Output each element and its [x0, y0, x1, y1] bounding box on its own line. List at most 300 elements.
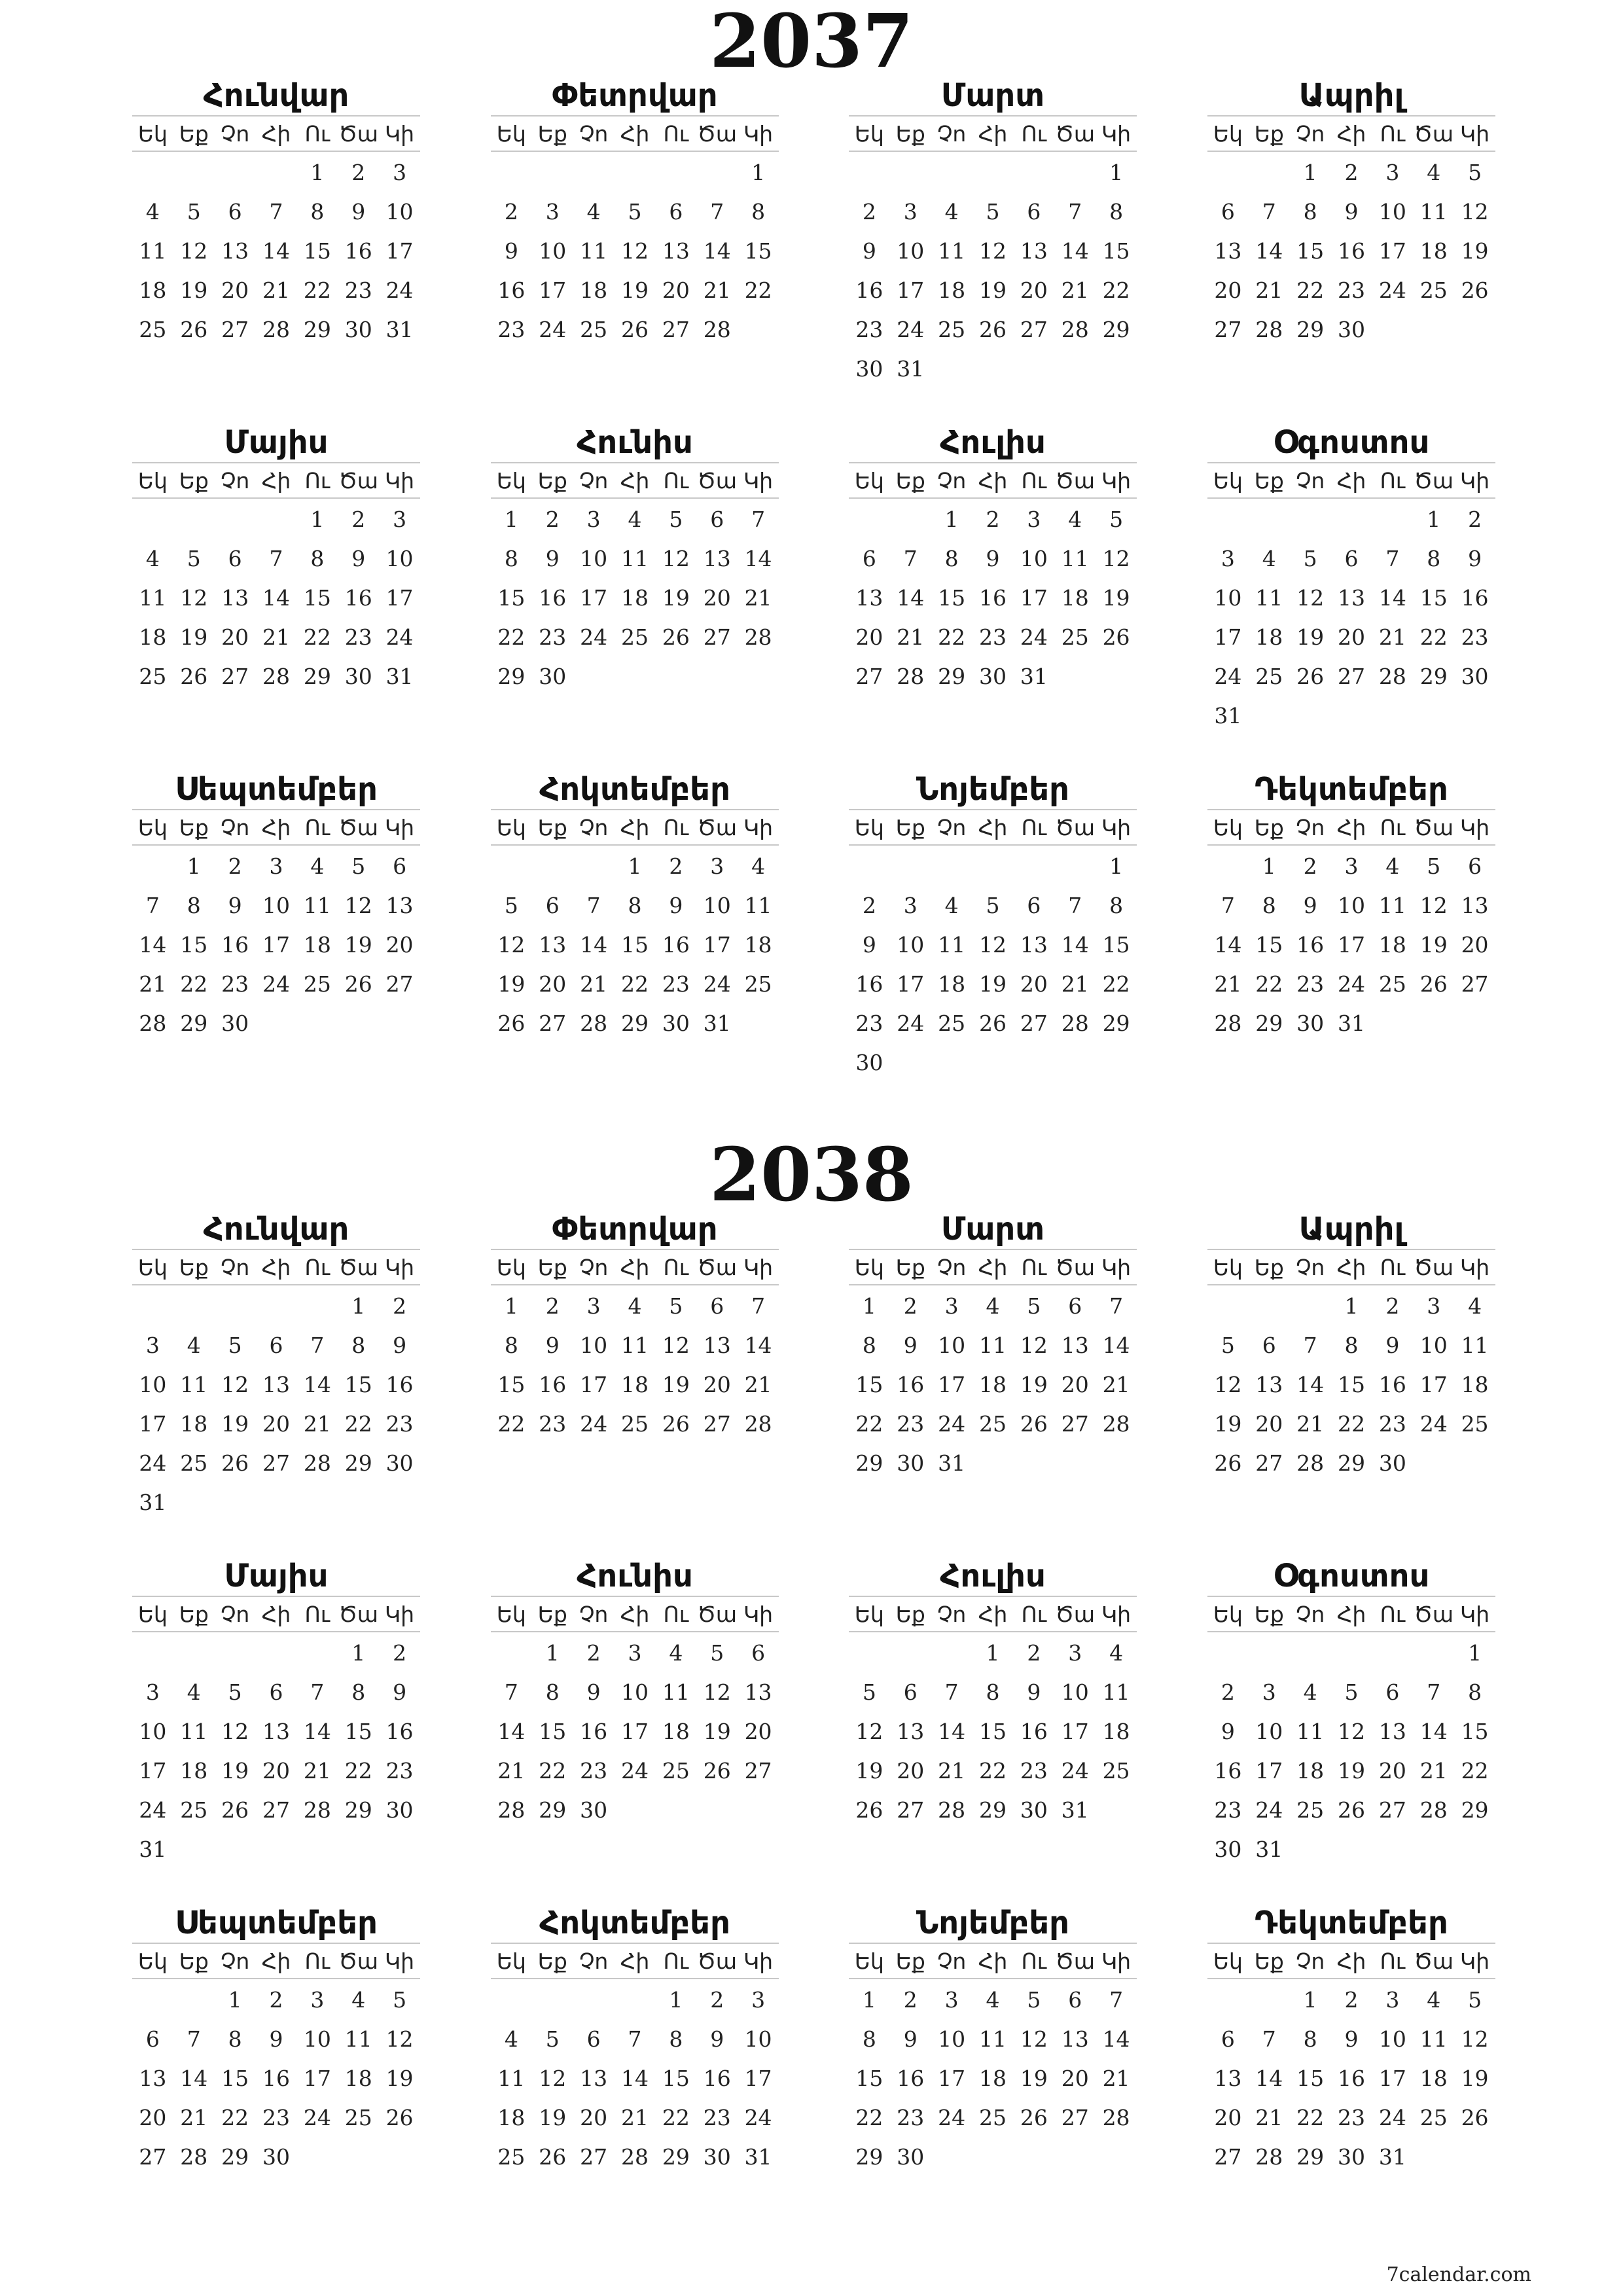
- day-cell: 3: [1262, 1679, 1276, 1705]
- day-cell: 22: [1296, 278, 1325, 303]
- day-cell: 24: [262, 971, 290, 997]
- day-cell: 11: [139, 585, 167, 611]
- day-cell: 25: [344, 2105, 372, 2130]
- weekday-label: Եկ: [496, 1601, 526, 1627]
- day-cell: 29: [344, 1797, 372, 1823]
- empty-cell: [1249, 1287, 1290, 1326]
- empty-cell: [1013, 153, 1054, 192]
- empty-cell: [215, 153, 256, 192]
- day-cell: 9: [710, 2026, 724, 2052]
- day-cell: 19: [1296, 624, 1325, 650]
- day-cell: 10: [539, 238, 567, 264]
- day-cell: 12: [1102, 546, 1130, 571]
- month-block: [132, 1903, 420, 2177]
- day-cell: 30: [897, 1450, 925, 1476]
- day-cell: 8: [986, 1679, 1000, 1705]
- day-cell: 25: [303, 971, 331, 997]
- month-block: [491, 423, 779, 696]
- day-cell: 26: [1214, 1450, 1242, 1476]
- day-cell: 28: [1255, 317, 1283, 342]
- day-cell: 22: [620, 971, 649, 997]
- day-cell: 29: [1102, 1011, 1130, 1036]
- day-cell: 19: [703, 1719, 731, 1744]
- weekday-label: Եք: [1254, 1948, 1284, 1974]
- weekday-label: Ու: [304, 120, 330, 147]
- day-cell: 19: [497, 971, 526, 997]
- day-cell: 18: [1378, 932, 1406, 958]
- weekday-label: Կի: [1460, 120, 1490, 147]
- day-cell: 9: [903, 1333, 918, 1358]
- day-cell: 20: [1020, 278, 1048, 303]
- weekday-header: [1207, 1249, 1495, 1285]
- day-cell: 20: [1378, 1758, 1406, 1784]
- day-cell: 5: [669, 1293, 683, 1319]
- day-cell: 12: [978, 238, 1007, 264]
- empty-cell: [296, 1287, 338, 1326]
- day-cell: 23: [344, 278, 372, 303]
- day-cell: 12: [855, 1719, 883, 1744]
- month-block: [1207, 1556, 1495, 1869]
- weekday-label: Ծա: [697, 1254, 738, 1280]
- weekday-label: Հի: [620, 467, 650, 493]
- day-cell: 4: [1262, 546, 1276, 571]
- day-cell: 11: [978, 1333, 1007, 1358]
- day-cell: 18: [139, 278, 167, 303]
- weekday-label: Հի: [620, 814, 650, 840]
- weekday-label: Եկ: [137, 1601, 168, 1627]
- month-block: [849, 1903, 1137, 2177]
- weekday-label: Ծա: [697, 467, 738, 493]
- day-cell: 24: [744, 2105, 772, 2130]
- day-cell: 19: [221, 1758, 249, 1784]
- day-cell: 2: [393, 1293, 407, 1319]
- day-cell: 4: [1303, 1679, 1317, 1705]
- day-cell: 30: [1296, 1011, 1325, 1036]
- day-cell: 13: [855, 585, 883, 611]
- day-cell: 28: [938, 1797, 966, 1823]
- day-cell: 15: [938, 585, 966, 611]
- day-cell: 17: [938, 2066, 966, 2091]
- day-cell: 28: [1378, 664, 1406, 689]
- empty-cell: [890, 1634, 931, 1673]
- empty-cell: [491, 1981, 532, 2020]
- day-cell: 12: [978, 932, 1007, 958]
- day-cell: 24: [1419, 1411, 1448, 1437]
- day-cell: 11: [139, 238, 167, 264]
- day-cell: 19: [1020, 1372, 1048, 1397]
- day-cell: 16: [221, 932, 249, 958]
- day-cell: 9: [228, 893, 242, 918]
- day-grid: [1207, 1287, 1495, 1483]
- day-cell: 10: [385, 199, 414, 224]
- day-cell: 6: [1221, 199, 1235, 224]
- month-block: [1207, 1903, 1495, 2177]
- weekday-label: Ու: [1380, 1601, 1406, 1627]
- weekday-label: Եկ: [496, 1948, 526, 1974]
- day-cell: 2: [903, 1293, 918, 1319]
- day-cell: 16: [580, 1719, 608, 1744]
- empty-cell: [1207, 153, 1249, 192]
- day-cell: 4: [986, 1293, 1000, 1319]
- day-cell: 2: [545, 1293, 560, 1319]
- weekday-label: Հի: [1336, 1948, 1366, 1974]
- day-cell: 23: [385, 1411, 414, 1437]
- day-cell: 22: [303, 624, 331, 650]
- weekday-label: Ծա: [1055, 1948, 1096, 1974]
- day-cell: 18: [744, 932, 772, 958]
- day-cell: 24: [385, 624, 414, 650]
- weekday-label: Եկ: [137, 467, 168, 493]
- day-cell: 26: [539, 2144, 567, 2170]
- day-cell: 24: [539, 317, 567, 342]
- weekday-label: Եկ: [1213, 120, 1243, 147]
- year-title: 2038: [709, 1132, 914, 1218]
- day-cell: 20: [1461, 932, 1489, 958]
- weekday-label: Ու: [1021, 467, 1047, 493]
- day-cell: 10: [385, 546, 414, 571]
- day-cell: 18: [938, 278, 966, 303]
- day-cell: 13: [1020, 238, 1048, 264]
- day-cell: 7: [944, 1679, 959, 1705]
- day-cell: 21: [938, 1758, 966, 1784]
- day-cell: 20: [1214, 278, 1242, 303]
- day-cell: 30: [262, 2144, 290, 2170]
- day-cell: 28: [1296, 1450, 1325, 1476]
- day-cell: 21: [1061, 971, 1089, 997]
- day-cell: 26: [1461, 2105, 1489, 2130]
- day-grid: [132, 500, 420, 696]
- day-cell: 22: [1102, 971, 1130, 997]
- day-cell: 7: [187, 2026, 201, 2052]
- day-cell: 20: [221, 624, 249, 650]
- day-cell: 12: [620, 238, 649, 264]
- day-cell: 10: [1337, 893, 1365, 918]
- day-cell: 19: [180, 624, 208, 650]
- weekday-label: Եք: [895, 467, 925, 493]
- day-cell: 5: [1221, 1333, 1235, 1358]
- empty-cell: [173, 500, 215, 539]
- day-cell: 21: [620, 2105, 649, 2130]
- day-grid: [491, 1634, 779, 1830]
- empty-cell: [655, 153, 696, 192]
- day-cell: 25: [1419, 278, 1448, 303]
- day-cell: 14: [744, 1333, 772, 1358]
- weekday-label: Եկ: [137, 814, 168, 840]
- day-cell: 16: [897, 1372, 925, 1397]
- day-cell: 25: [139, 317, 167, 342]
- day-cell: 4: [1427, 1987, 1441, 2013]
- weekday-header: [849, 809, 1137, 846]
- day-cell: 19: [978, 278, 1007, 303]
- day-cell: 16: [855, 278, 883, 303]
- day-cell: 10: [620, 1679, 649, 1705]
- empty-cell: [931, 153, 972, 192]
- day-cell: 5: [1344, 1679, 1359, 1705]
- day-cell: 11: [620, 546, 649, 571]
- day-cell: 31: [1214, 703, 1242, 728]
- year-title: 2037: [709, 0, 914, 84]
- day-cell: 3: [393, 160, 407, 185]
- weekday-label: Հի: [1336, 1601, 1366, 1627]
- weekday-label: Ու: [1021, 1254, 1047, 1280]
- day-cell: 4: [145, 199, 160, 224]
- empty-cell: [132, 1634, 173, 1673]
- empty-cell: [1372, 500, 1413, 539]
- weekday-label: Ու: [1021, 1601, 1047, 1627]
- weekday-label: Կի: [1101, 814, 1132, 840]
- day-cell: 5: [228, 1679, 242, 1705]
- weekday-header: [849, 1596, 1137, 1632]
- weekday-label: Ծա: [1414, 1601, 1454, 1627]
- empty-cell: [1372, 1634, 1413, 1673]
- empty-cell: [573, 847, 615, 886]
- day-cell: 26: [180, 664, 208, 689]
- month-block: [132, 1556, 420, 1869]
- day-cell: 15: [344, 1719, 372, 1744]
- day-cell: 9: [393, 1679, 407, 1705]
- day-cell: 10: [1255, 1719, 1283, 1744]
- day-cell: 9: [1303, 893, 1317, 918]
- empty-cell: [931, 847, 972, 886]
- empty-cell: [132, 500, 173, 539]
- day-cell: 21: [1102, 2066, 1130, 2091]
- day-cell: 31: [139, 1837, 167, 1862]
- day-cell: 11: [620, 1333, 649, 1358]
- day-cell: 5: [1027, 1293, 1041, 1319]
- day-cell: 8: [1109, 893, 1124, 918]
- day-cell: 8: [351, 1679, 366, 1705]
- day-cell: 14: [180, 2066, 208, 2091]
- weekday-header: [491, 1596, 779, 1632]
- day-cell: 3: [1068, 1640, 1082, 1666]
- day-cell: 25: [744, 971, 772, 997]
- day-cell: 24: [938, 1411, 966, 1437]
- day-cell: 26: [180, 317, 208, 342]
- day-cell: 1: [751, 160, 766, 185]
- day-cell: 26: [1020, 1411, 1048, 1437]
- day-cell: 16: [539, 1372, 567, 1397]
- day-cell: 15: [180, 932, 208, 958]
- day-cell: 14: [580, 932, 608, 958]
- day-cell: 8: [504, 546, 518, 571]
- day-cell: 15: [620, 932, 649, 958]
- day-cell: 10: [262, 893, 290, 918]
- day-cell: 18: [497, 2105, 526, 2130]
- weekday-label: Եք: [895, 1948, 925, 1974]
- empty-cell: [491, 153, 532, 192]
- day-cell: 23: [1296, 971, 1325, 997]
- day-cell: 7: [504, 1679, 518, 1705]
- weekday-label: Կի: [743, 814, 774, 840]
- weekday-label: Եք: [537, 1254, 567, 1280]
- day-cell: 13: [897, 1719, 925, 1744]
- day-cell: 11: [580, 238, 608, 264]
- day-cell: 1: [187, 853, 201, 879]
- day-cell: 16: [497, 278, 526, 303]
- day-cell: 5: [862, 1679, 876, 1705]
- day-cell: 7: [1109, 1987, 1124, 2013]
- weekday-label: Եկ: [854, 1254, 884, 1280]
- day-cell: 19: [344, 932, 372, 958]
- day-cell: 21: [703, 278, 731, 303]
- month-block: [132, 423, 420, 696]
- day-cell: 25: [180, 1450, 208, 1476]
- day-cell: 28: [303, 1450, 331, 1476]
- day-cell: 11: [1378, 893, 1406, 918]
- weekday-label: Չո: [220, 1948, 250, 1974]
- day-cell: 11: [1102, 1679, 1130, 1705]
- day-cell: 5: [351, 853, 366, 879]
- day-cell: 31: [744, 2144, 772, 2170]
- day-cell: 14: [262, 238, 290, 264]
- day-cell: 7: [310, 1679, 325, 1705]
- day-cell: 19: [1419, 932, 1448, 958]
- month-name: Փետրվար: [552, 1211, 718, 1247]
- day-cell: 5: [187, 546, 201, 571]
- day-cell: 15: [1337, 1372, 1365, 1397]
- day-cell: 1: [545, 1640, 560, 1666]
- day-cell: 13: [1337, 585, 1365, 611]
- day-cell: 2: [669, 853, 683, 879]
- day-cell: 29: [1296, 317, 1325, 342]
- day-cell: 25: [497, 2144, 526, 2170]
- day-cell: 14: [262, 585, 290, 611]
- day-cell: 4: [310, 853, 325, 879]
- weekday-label: Չո: [220, 467, 250, 493]
- day-cell: 24: [580, 1411, 608, 1437]
- empty-cell: [1054, 153, 1096, 192]
- day-cell: 6: [228, 199, 242, 224]
- day-cell: 29: [855, 1450, 883, 1476]
- day-cell: 25: [978, 1411, 1007, 1437]
- day-cell: 15: [662, 2066, 690, 2091]
- day-cell: 26: [703, 1758, 731, 1784]
- day-cell: 26: [620, 317, 649, 342]
- day-cell: 20: [662, 278, 690, 303]
- day-cell: 25: [1296, 1797, 1325, 1823]
- day-cell: 8: [310, 546, 325, 571]
- day-cell: 26: [1461, 278, 1489, 303]
- day-cell: 13: [1061, 1333, 1089, 1358]
- month-name: Հուլիս: [940, 1558, 1046, 1594]
- weekday-label: Եք: [537, 467, 567, 493]
- day-cell: 3: [1027, 507, 1041, 532]
- day-cell: 29: [938, 664, 966, 689]
- day-cell: 21: [139, 971, 167, 997]
- day-cell: 22: [221, 2105, 249, 2130]
- day-cell: 17: [262, 932, 290, 958]
- weekday-header: [849, 462, 1137, 499]
- day-cell: 20: [1337, 624, 1365, 650]
- month-name: Օգոստոս: [1273, 1558, 1430, 1594]
- day-cell: 29: [539, 1797, 567, 1823]
- weekday-label: Կի: [743, 1254, 774, 1280]
- day-cell: 14: [1061, 238, 1089, 264]
- empty-cell: [890, 500, 931, 539]
- day-cell: 20: [1214, 2105, 1242, 2130]
- weekday-label: Եք: [1254, 814, 1284, 840]
- day-cell: 16: [385, 1719, 414, 1744]
- day-cell: 28: [303, 1797, 331, 1823]
- weekday-label: Եկ: [854, 1948, 884, 1974]
- weekday-label: Եք: [537, 1948, 567, 1974]
- day-cell: 13: [662, 238, 690, 264]
- day-cell: 22: [978, 1758, 1007, 1784]
- weekday-label: Ու: [304, 1948, 330, 1974]
- day-cell: 6: [1221, 2026, 1235, 2052]
- day-cell: 29: [303, 664, 331, 689]
- weekday-label: Հի: [978, 467, 1008, 493]
- weekday-label: Ու: [1380, 814, 1406, 840]
- empty-cell: [615, 153, 656, 192]
- day-cell: 8: [1344, 1333, 1359, 1358]
- weekday-label: Ու: [663, 1948, 689, 1974]
- day-grid: [132, 1981, 420, 2177]
- weekday-label: Չո: [220, 1601, 250, 1627]
- day-cell: 31: [1020, 664, 1048, 689]
- weekday-label: Ծա: [1414, 1254, 1454, 1280]
- weekday-label: Հի: [1336, 814, 1366, 840]
- day-cell: 21: [1255, 2105, 1283, 2130]
- month-block: [1207, 76, 1495, 350]
- day-cell: 16: [897, 2066, 925, 2091]
- day-cell: 9: [986, 546, 1000, 571]
- day-cell: 23: [221, 971, 249, 997]
- day-cell: 18: [303, 932, 331, 958]
- day-cell: 25: [1461, 1411, 1489, 1437]
- empty-cell: [296, 1634, 338, 1673]
- day-cell: 12: [180, 238, 208, 264]
- day-cell: 10: [139, 1372, 167, 1397]
- day-cell: 23: [580, 1758, 608, 1784]
- weekday-label: Եք: [537, 1601, 567, 1627]
- day-cell: 4: [628, 1293, 642, 1319]
- day-cell: 27: [1061, 2105, 1089, 2130]
- weekday-label: Եկ: [854, 1601, 884, 1627]
- day-cell: 9: [1344, 2026, 1359, 2052]
- day-cell: 23: [1020, 1758, 1048, 1784]
- day-cell: 26: [662, 1411, 690, 1437]
- weekday-label: Հի: [620, 1601, 650, 1627]
- month-block: [491, 76, 779, 350]
- day-cell: 7: [751, 507, 766, 532]
- day-cell: 5: [545, 2026, 560, 2052]
- day-cell: 21: [1296, 1411, 1325, 1437]
- day-cell: 8: [228, 2026, 242, 2052]
- day-cell: 27: [1061, 1411, 1089, 1437]
- day-cell: 24: [1378, 278, 1406, 303]
- day-cell: 1: [944, 507, 959, 532]
- day-cell: 22: [855, 1411, 883, 1437]
- day-cell: 5: [710, 1640, 724, 1666]
- weekday-header: [491, 809, 779, 846]
- day-cell: 8: [862, 1333, 876, 1358]
- day-cell: 1: [1109, 160, 1124, 185]
- weekday-label: Ծա: [1055, 814, 1096, 840]
- day-cell: 17: [1337, 932, 1365, 958]
- month-block: [849, 423, 1137, 696]
- day-cell: 23: [1214, 1797, 1242, 1823]
- day-cell: 20: [139, 2105, 167, 2130]
- empty-cell: [215, 500, 256, 539]
- day-cell: 11: [180, 1719, 208, 1744]
- day-cell: 13: [1214, 238, 1242, 264]
- day-cell: 21: [497, 1758, 526, 1784]
- day-cell: 6: [669, 199, 683, 224]
- day-cell: 29: [1102, 317, 1130, 342]
- day-cell: 5: [1468, 160, 1482, 185]
- day-cell: 14: [897, 585, 925, 611]
